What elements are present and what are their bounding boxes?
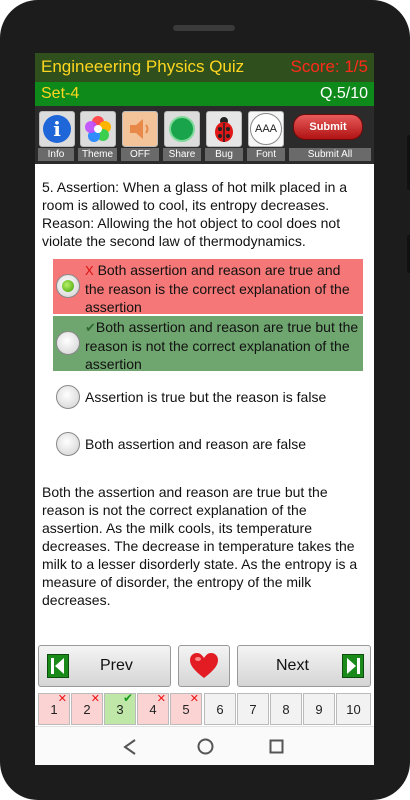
- question-1-button[interactable]: [38, 693, 70, 725]
- question-4-button[interactable]: [137, 693, 169, 725]
- info-label: Info: [38, 148, 74, 161]
- question-3-button[interactable]: [104, 693, 136, 725]
- prev-label: Prev: [100, 657, 133, 674]
- explanation-text: Both the assertion and reason are true but the reason is not the correct explanation of the assertion. As the milk cools, its temperature decreases. The decrease in temperature takes the milk to a lesser disorderly state. As the entropy is a measure of disorder, the entropy of the milk decreases.: [42, 484, 358, 608]
- system-navigation-bar: [35, 726, 374, 765]
- option-3-radio[interactable]: [56, 385, 80, 409]
- selected-dot: [62, 280, 74, 292]
- heart-icon: [189, 652, 219, 680]
- prev-button[interactable]: [38, 645, 171, 687]
- next-button[interactable]: [237, 645, 371, 687]
- question-10-button[interactable]: [336, 693, 371, 725]
- option-3-text: Assertion is true but the reason is false: [85, 389, 327, 405]
- wrong-mark-icon: ✕: [90, 693, 100, 705]
- font-label: Font: [247, 148, 285, 161]
- question-5-button[interactable]: [170, 693, 202, 725]
- back-icon[interactable]: [123, 739, 137, 755]
- check-mark-icon: ✔: [85, 320, 96, 335]
- question-10-number: 10: [346, 701, 361, 717]
- prev-icon: [47, 654, 69, 678]
- option-4-text: Both assertion and reason are false: [85, 436, 307, 452]
- set-bar: [35, 82, 374, 106]
- info-icon-box: [39, 111, 75, 147]
- option-2-radio[interactable]: [56, 331, 80, 355]
- question-6-number: 6: [216, 701, 224, 717]
- question-text: 5. Assertion: When a glass of hot milk placed in a room is allowed to cool, its entropy decreases. Reason: Allowing the hot object to cool does not violate the second law of thermodynamics.: [42, 179, 348, 249]
- question-8-button[interactable]: [270, 693, 302, 725]
- share-icon: [169, 116, 195, 142]
- sound-icon-box: [122, 111, 158, 147]
- bug-icon-box: [206, 111, 242, 147]
- info-button[interactable]: [38, 108, 74, 161]
- speaker-icon: [127, 117, 153, 141]
- theme-icon: [84, 115, 112, 143]
- font-button[interactable]: [247, 108, 285, 161]
- question-8-number: 8: [282, 701, 290, 717]
- option-3[interactable]: [53, 374, 363, 419]
- question-7-button[interactable]: [237, 693, 269, 725]
- check-mark-icon: ✔: [122, 691, 133, 705]
- question-2-button[interactable]: [71, 693, 103, 725]
- theme-button[interactable]: [78, 108, 117, 161]
- recents-icon[interactable]: [269, 739, 284, 754]
- app-screen: [35, 53, 374, 765]
- favorite-button[interactable]: [178, 645, 230, 687]
- bug-report-button[interactable]: [205, 108, 243, 161]
- set-label: Set-4: [41, 85, 80, 102]
- theme-label: Theme: [78, 148, 117, 161]
- next-icon: [342, 654, 364, 678]
- share-label: Share: [163, 148, 201, 161]
- option-4[interactable]: [53, 421, 363, 466]
- title-bar: [35, 53, 374, 82]
- app-title: Engineeering Physics Quiz: [41, 57, 245, 76]
- submit-all-button[interactable]: [289, 108, 371, 161]
- sound-label: OFF: [121, 148, 159, 161]
- wrong-mark-icon: ✕: [57, 693, 67, 705]
- toolbar: [35, 106, 374, 164]
- bug-label: Bug: [205, 148, 243, 161]
- question-9-number: 9: [315, 701, 323, 717]
- option-1-text: Both assertion and reason are true and the reason is the correct explanation of the assertion: [85, 262, 350, 315]
- home-icon[interactable]: [197, 738, 214, 755]
- option-2-text: Both assertion and reason are true but the reason is not the correct explanation of the assertion: [85, 319, 359, 372]
- question-4-number: 4: [149, 701, 157, 717]
- question-9-button[interactable]: [303, 693, 335, 725]
- question-7-number: 7: [249, 701, 257, 717]
- info-icon: i: [43, 115, 71, 143]
- earpiece-speaker: [173, 25, 235, 31]
- wrong-mark-icon: ✕: [156, 693, 166, 705]
- option-1[interactable]: [53, 259, 363, 314]
- question-counter: Q.5/10: [319, 85, 368, 102]
- font-icon: AAA: [250, 113, 282, 145]
- option-4-radio[interactable]: [56, 432, 80, 456]
- question-6-button[interactable]: [204, 693, 236, 725]
- font-icon-box: [248, 111, 284, 147]
- sound-toggle-button[interactable]: [121, 108, 159, 161]
- theme-icon-box: [80, 111, 116, 147]
- next-label: Next: [276, 657, 309, 674]
- option-2[interactable]: [53, 316, 363, 371]
- question-5-number: 5: [182, 701, 190, 717]
- bug-icon: [211, 115, 237, 143]
- question-3-number: 3: [116, 701, 124, 717]
- submit-all-label: Submit All: [289, 148, 371, 161]
- option-1-radio[interactable]: [56, 274, 80, 298]
- wrong-mark-icon: ✕: [189, 693, 199, 705]
- question-2-number: 2: [83, 701, 91, 717]
- question-1-number: 1: [50, 701, 58, 717]
- wrong-mark-icon: X: [85, 263, 94, 278]
- share-icon-box: [164, 111, 200, 147]
- score-label: Score: 1/5: [290, 57, 368, 76]
- share-button[interactable]: [163, 108, 201, 161]
- question-navigator: [38, 693, 371, 726]
- submit-pill: Submit: [293, 114, 363, 140]
